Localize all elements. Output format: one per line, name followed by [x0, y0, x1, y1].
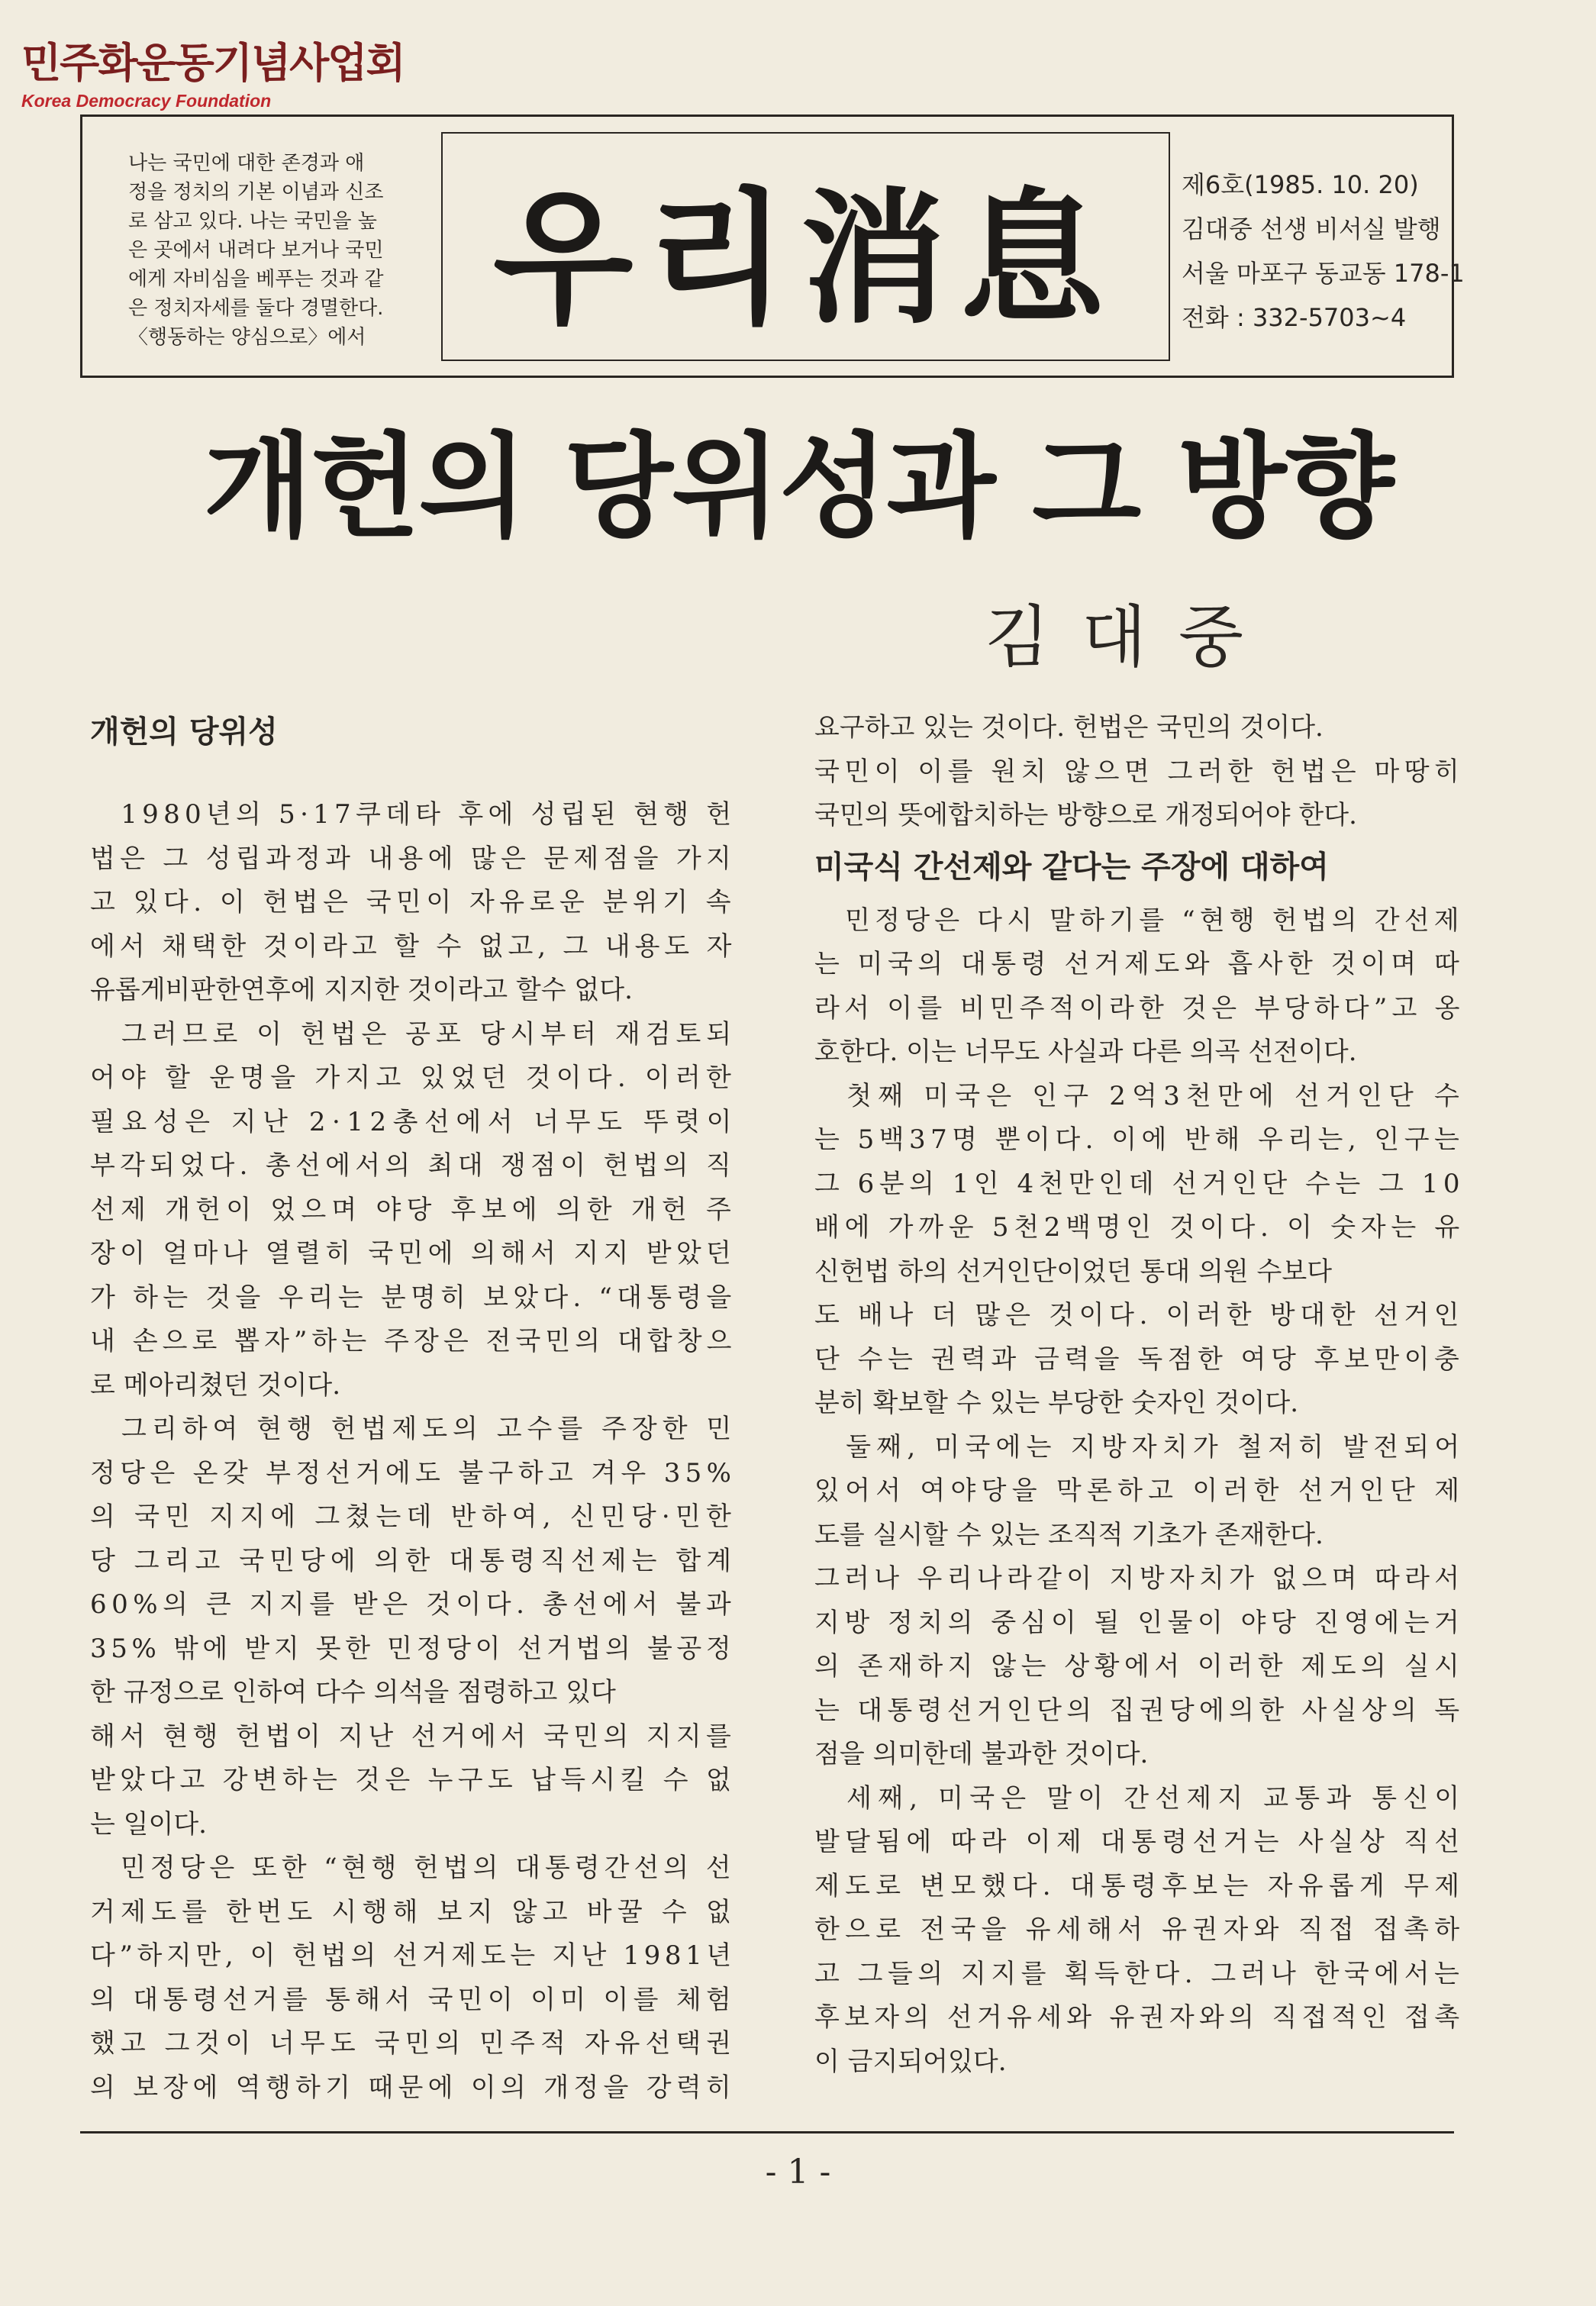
right-column-continuation	[814, 706, 1465, 838]
body-text-line: 민정당은 또한 “현행 헌법의 대통령간선의 선	[90, 1853, 736, 1883]
quote-line: 나는 국민에 대한 존경과 애	[128, 152, 365, 175]
body-text-line: 당 그리고 국민당에 의한 대통령직선제는 합계	[90, 1545, 737, 1576]
body-text-line: 내 손으로 뽑자”하는 주장은 전국민의 대합창으	[90, 1326, 737, 1356]
body-text-line: 35% 밖에 받지 못한 민정당이 선거법의 불공정	[90, 1633, 736, 1664]
section-heading: 미국식 간선제와 같다는 주장에 대하여	[814, 849, 1329, 885]
body-text-line: 점을 의미한데 불과한 것이다.	[814, 1739, 1149, 1769]
body-text-line: 60%의 큰 지지를 받은 것이다. 총선에서 불과	[90, 1589, 737, 1620]
body-text-line: 선제 개헌이 었으며 야당 후보에 의한 개헌 주	[90, 1194, 737, 1225]
body-text-line: 도 배나 더 많은 것이다. 이러한 방대한 선거인	[814, 1300, 1465, 1330]
quote-line: 로 삼고 있다. 나는 국민을 높	[128, 210, 377, 233]
newsletter-title: 우리消息	[492, 173, 1119, 343]
body-text-line: 도를 실시할 수 있는 조직적 기초가 존재한다.	[814, 1519, 1324, 1550]
quote-line: 은 곳에서 내려다 보거나 국민	[128, 239, 384, 262]
body-text-line: 필요성은 지난 2·12총선에서 너무도 뚜렷이	[90, 1106, 738, 1137]
body-text-line: 요구하고 있는 것이다. 헌법은 국민의 것이다.	[814, 712, 1324, 743]
body-text-line: 발달됨에 따라 이제 대통령선거는 사실상 직선	[814, 1827, 1465, 1857]
body-text-line: 제도로 변모했다. 대통령후보는 자유롭게 무제	[814, 1870, 1465, 1901]
body-text-line: 한 규정으로 인하여 다수 의석을 점령하고 있다	[90, 1677, 616, 1708]
body-text-line: 해서 현행 헌법이 지난 선거에서 국민의 지지를	[90, 1721, 737, 1752]
quote-line: 정을 정치의 기본 이념과 신조	[128, 181, 384, 204]
newsletter-title-box	[441, 132, 1170, 361]
article-author: 김대중	[985, 598, 1276, 676]
quote-line: 은 정치자세를 둘다 경멸한다.	[128, 297, 384, 320]
body-text-line: 는 미국의 대통령 선거제도와 흡사한 것이며 따	[814, 949, 1465, 979]
foundation-logo	[21, 31, 405, 111]
body-text-line: 가 하는 것을 우리는 분명히 보았다. “대통령을	[90, 1282, 737, 1313]
masthead	[80, 114, 1465, 378]
body-text-line: 의 대통령선거를 통해서 국민이 이미 이를 체험	[90, 1984, 737, 2015]
body-text-line: 어야 할 운명을 가지고 있었던 것이다. 이러한	[90, 1063, 737, 1093]
body-text-line: 고 있다. 이 헌법은 국민이 자유로운 분위기 속	[90, 887, 737, 918]
body-text-line: 그리하여 현행 헌법제도의 고수를 주장한 민	[90, 1414, 737, 1444]
body-text-line: 둘째, 미국에는 지방자치가 철저히 발전되어	[814, 1431, 1465, 1463]
body-text-line: 한으로 전국을 유세해서 유권자와 직접 접촉하	[814, 1914, 1465, 1945]
phone: 전화 : 332-5703~4	[1182, 303, 1407, 332]
body-text-line: 정당은 온갖 부정선거에도 불구하고 겨우 35%	[90, 1457, 737, 1488]
body-text-line: 라서 이를 비민주적이라한 것은 부당하다”고 옹	[814, 992, 1465, 1024]
left-column-body	[90, 793, 738, 2110]
body-text-line: 첫째 미국은 인구 2억3천만에 선거인단 수	[814, 1080, 1465, 1111]
article-column-left	[90, 706, 738, 2110]
body-text-line: 했고 그것이 너무도 국민의 민주적 자유선택권	[90, 2028, 737, 2059]
body-text-line: 분히 확보할 수 있는 부당한 숫자인 것이다.	[814, 1388, 1298, 1418]
footer-rule	[80, 2131, 1454, 2133]
issue-info	[1182, 163, 1465, 340]
body-text-line: 장이 얼마나 열렬히 국민에 의해서 지지 받았던	[90, 1238, 737, 1269]
body-text-line: 그 6분의 1인 4천만인데 선거인단 수는 그 10	[814, 1168, 1465, 1199]
article-column-right	[814, 706, 1466, 2084]
body-text-line: 호한다. 이는 너무도 사실과 다른 의곡 선전이다.	[814, 1037, 1357, 1067]
page-number: - 1 -	[765, 2153, 831, 2192]
quote-line: 에게 자비심을 베푸는 것과 같	[128, 268, 384, 291]
body-text-line: 있어서 여야당을 막론하고 이러한 선거인단 제	[814, 1476, 1465, 1506]
body-text-line: 국민이 이를 원치 않으면 그러한 헌법은 마땅히	[814, 756, 1465, 787]
address: 서울 마포구 동교동 178-1	[1182, 259, 1465, 288]
quote-source: 〈행동하는 양심으로〉에서	[128, 326, 366, 349]
body-text-line: 이 금지되어있다.	[814, 2046, 1007, 2077]
body-text-line: 의 존재하지 않는 상황에서 이러한 제도의 실시	[814, 1651, 1465, 1682]
body-text-line: 그러나 우리나라같이 지방자치가 없으며 따라서	[814, 1563, 1465, 1594]
body-text-line: 단 수는 권력과 금력을 독점한 여당 후보만이충	[814, 1343, 1465, 1375]
body-text-line: 거제도를 한번도 시행해 보지 않고 바꿀 수 없	[90, 1896, 737, 1927]
body-text-line: 민정당은 다시 말하기를 “현행 헌법의 간선제	[814, 905, 1464, 936]
right-column-body	[814, 899, 1466, 2085]
article-headline: 개헌의 당위성과 그 방향	[203, 421, 1393, 553]
body-text-line: 고 그들의 지지를 획득한다. 그러나 한국에서는	[814, 1958, 1465, 1989]
body-text-line: 에서 채택한 것이라고 할 수 없고, 그 내용도 자	[90, 930, 737, 962]
body-text-line: 의 국민 지지에 그쳤는데 반하여, 신민당·민한	[90, 1501, 737, 1532]
body-text-line: 다”하지만, 이 헌법의 선거제도는 지난 1981년	[90, 1940, 736, 1971]
body-text-line: 로 메아리쳤던 것이다.	[90, 1369, 341, 1401]
body-text-line: 받았다고 강변하는 것은 누구도 납득시킬 수 없	[90, 1765, 737, 1795]
body-text-line: 의 보장에 역행하기 때문에 이의 개정을 강력히	[90, 2072, 737, 2103]
body-text-line: 는 대통령선거인단의 집권당에의한 사실상의 독	[814, 1695, 1465, 1726]
logo-korean-text: 민주화운동기념사업회	[21, 39, 405, 87]
body-text-line: 법은 그 성립과정과 내용에 많은 문제점을 가지	[90, 843, 737, 874]
body-text-line: 지방 정치의 중심이 될 인물이 야당 진영에는거	[814, 1607, 1465, 1638]
publisher: 김대중 선생 비서실 발행	[1182, 214, 1441, 244]
body-text-line: 신헌법 하의 선거인단이었던 통대 의원 수보다	[814, 1256, 1333, 1287]
logo-english-text: Korea Democracy Foundation	[21, 91, 272, 111]
body-text-line: 부각되었다. 총선에서의 최대 쟁점이 헌법의 직	[90, 1150, 737, 1181]
body-text-line: 배에 가까운 5천2백명인 것이다. 이 숫자는 유	[814, 1212, 1465, 1243]
issue-number: 제6호(1985. 10. 20)	[1182, 170, 1419, 199]
body-text-line: 세째, 미국은 말이 간선제지 교통과 통신이	[814, 1782, 1466, 1814]
body-text-line: 그러므로 이 헌법은 공포 당시부터 재검토되	[90, 1018, 737, 1050]
body-text-line: 는 5백37명 뿐이다. 이에 반해 우리는, 인구는	[814, 1124, 1465, 1155]
body-text-line: 유롭게비판한연후에 지지한 것이라고 할수 없다.	[90, 975, 633, 1005]
body-text-line: 1980년의 5·17쿠데타 후에 성립된 현행 헌	[90, 799, 737, 830]
body-text-line: 후보자의 선거유세와 유권자와의 직접적인 접촉	[814, 2002, 1465, 2033]
body-text-line: 는 일이다.	[90, 1808, 207, 1840]
section-heading: 개헌의 당위성	[90, 714, 278, 750]
body-text-line: 국민의 뜻에합치하는 방향으로 개정되어야 한다.	[814, 800, 1357, 830]
